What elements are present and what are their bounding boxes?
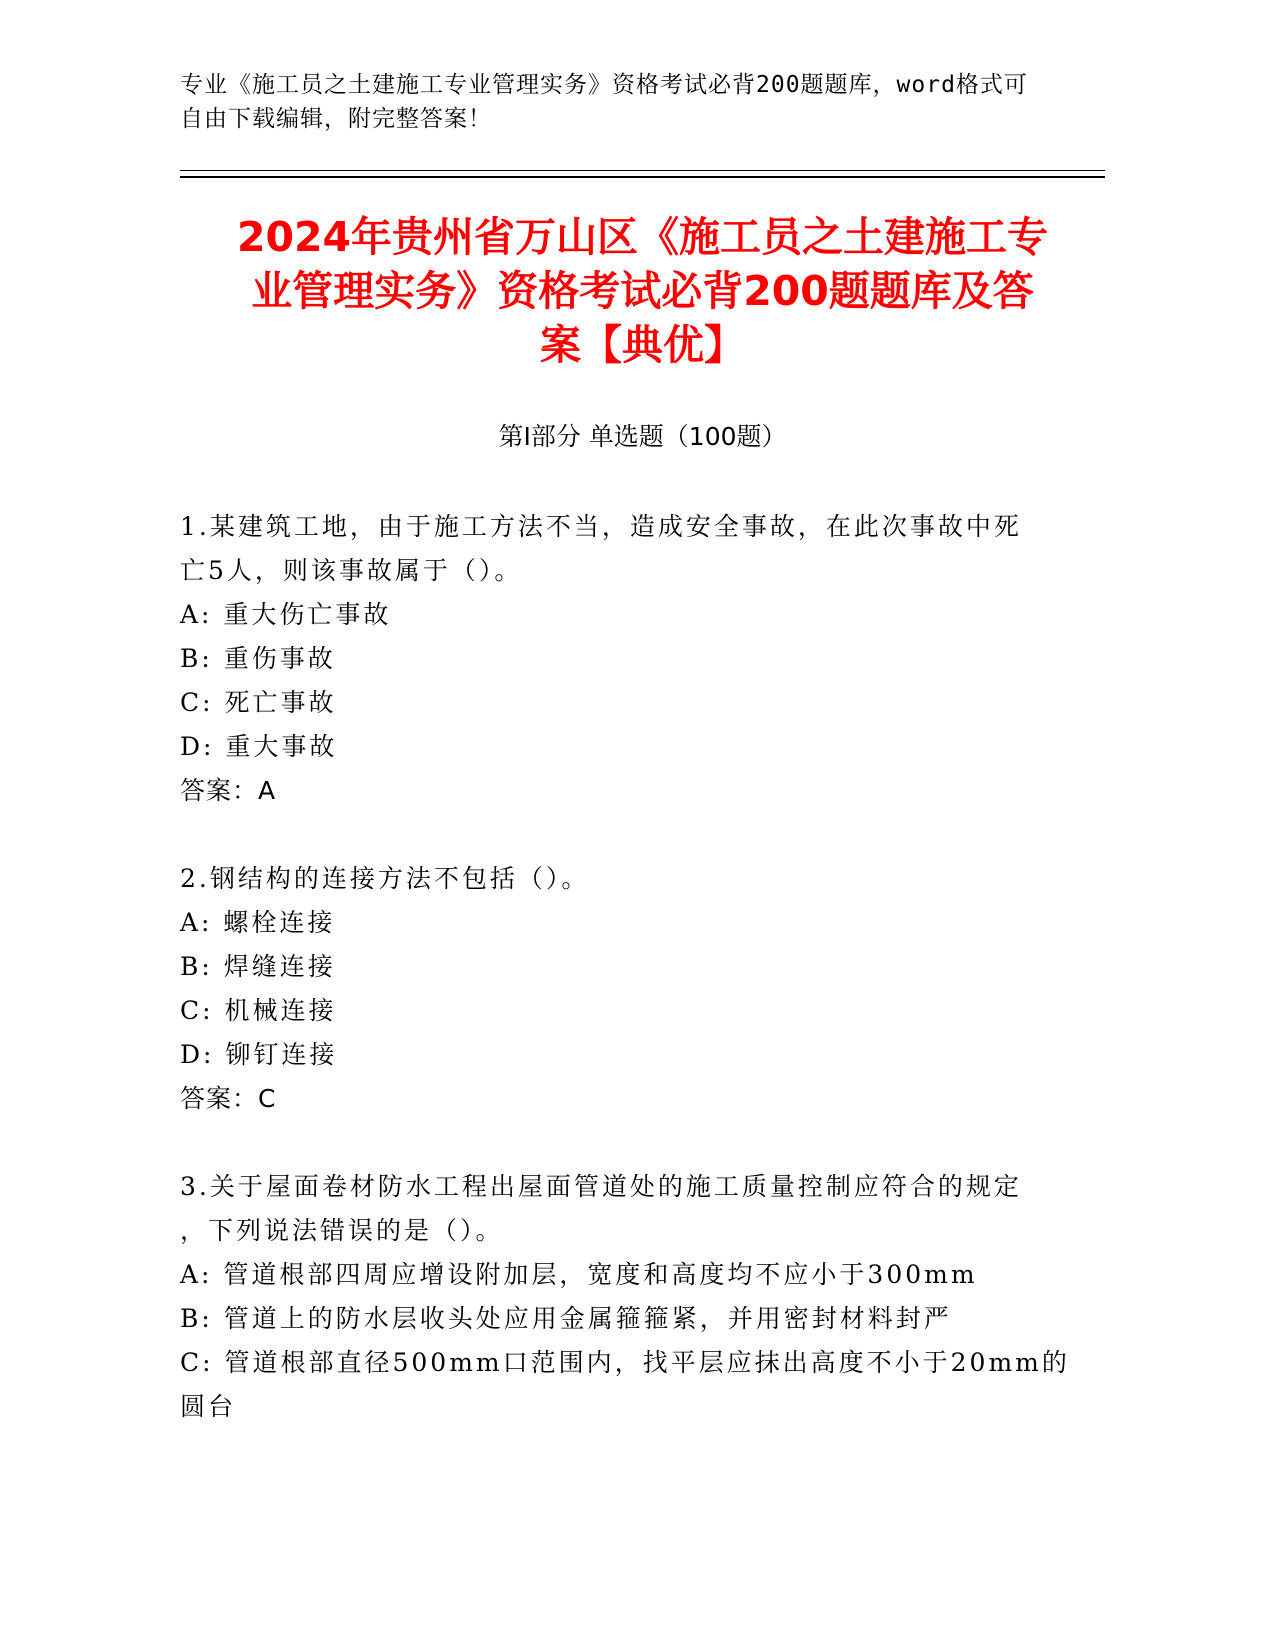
header-note — [180, 68, 1100, 136]
document-title — [180, 210, 1105, 372]
option-b: B: 重伤事故 — [180, 644, 336, 673]
option-a: A: 管道根部四周应增设附加层，宽度和高度均不应小于300mm — [180, 1260, 978, 1289]
question-list — [180, 505, 1110, 1429]
answer: 答案：C — [180, 1084, 277, 1113]
header-divider-thick — [180, 176, 1105, 178]
spacer — [180, 813, 1110, 857]
question-stem-line: 1.某建筑工地，由于施工方法不当，造成安全事故，在此次事故中死 — [180, 512, 1022, 541]
question-2 — [180, 857, 1110, 1121]
option-a: A: 重大伤亡事故 — [180, 600, 392, 629]
question-stem-line: 3.关于屋面卷材防水工程出屋面管道处的施工质量控制应符合的规定 — [180, 1172, 1022, 1201]
header-note-line-1: 专业《施工员之土建施工专业管理实务》资格考试必背200题题库，word格式可 — [180, 72, 1028, 98]
header-note-line-2: 自由下载编辑，附完整答案！ — [180, 106, 492, 132]
option-c-continuation: 圆台 — [180, 1392, 237, 1421]
question-stem-line: 亡5人，则该事故属于（）。 — [180, 556, 523, 585]
question-stem-line: ，下列说法错误的是（）。 — [180, 1216, 504, 1245]
question-1 — [180, 505, 1110, 813]
option-c: C: 死亡事故 — [180, 688, 337, 717]
option-b: B: 焊缝连接 — [180, 952, 336, 981]
title-line-3: 案【典优】 — [540, 321, 745, 369]
spacer — [180, 1121, 1110, 1165]
option-d: D: 重大事故 — [180, 732, 338, 761]
option-d: D: 铆钉连接 — [180, 1040, 338, 1069]
header-divider-thin — [180, 170, 1105, 171]
option-a: A: 螺栓连接 — [180, 908, 336, 937]
option-b: B: 管道上的防水层收头处应用金属箍箍紧，并用密封材料封严 — [180, 1304, 952, 1333]
answer: 答案：A — [180, 776, 277, 805]
option-c: C: 管道根部直径500mm口范围内，找平层应抹出高度不小于20mm的 — [180, 1348, 1070, 1377]
question-stem-line: 2.钢结构的连接方法不包括（）。 — [180, 864, 590, 893]
section-title: 第Ⅰ部分 单选题（100题） — [498, 422, 787, 451]
title-line-2: 业管理实务》资格考试必背200题题库及答 — [251, 267, 1034, 315]
title-line-1: 2024年贵州省万山区《施工员之土建施工专 — [236, 213, 1049, 261]
option-c: C: 机械连接 — [180, 996, 337, 1025]
question-3 — [180, 1165, 1110, 1429]
